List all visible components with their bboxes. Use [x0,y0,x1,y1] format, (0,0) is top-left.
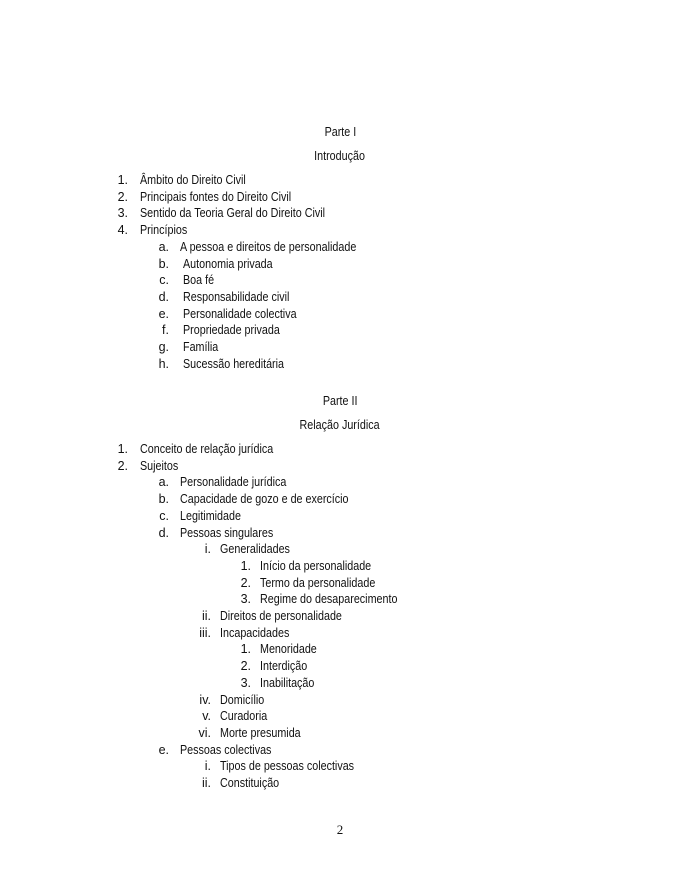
outline-text: Principais fontes do Direito Civil [140,189,292,204]
outline-text: Pessoas colectivas [180,742,272,757]
outline-text: Sujeitos [140,458,179,473]
outline-marker: 1. [240,642,251,657]
outline-marker: d. [158,289,169,304]
outline-text: Direitos de personalidade [220,609,342,623]
outline-text: Responsabilidade civil [183,289,290,304]
outline-text: Capacidade de gozo e de exercício [180,492,349,507]
outline-text: Menoridade [260,642,317,657]
outline-text: A pessoa e direitos de personalidade [180,239,357,254]
outline-marker: ii. [201,609,211,623]
outline-text: Início da personalidade [260,558,372,573]
outline-marker: g. [158,340,169,354]
part-label: Parte II [322,394,358,408]
outline-marker: ii. [201,776,211,790]
outline-text: Regime do desaparecimento [260,592,398,607]
outline-text: Autonomia privada [183,256,273,271]
outline-text: Família [183,340,219,354]
page-number: 2 [336,822,344,837]
outline-marker: a. [158,475,169,490]
outline-text: Domicílio [220,692,265,707]
outline-marker: iv. [199,692,211,707]
outline-text: Boa fé [183,273,215,288]
outline-marker: e. [158,306,169,321]
outline-text: Interdição [260,659,308,674]
part-title [0,418,680,432]
outline-marker: c. [159,508,169,523]
outline-marker: 2. [117,189,128,204]
outline-text: Âmbito do Direito Civil [140,173,246,187]
outline-text: Personalidade colectiva [183,306,297,321]
outline-marker: i. [204,759,211,774]
outline-marker: 2. [240,659,251,674]
outline-marker: e. [158,742,169,757]
outline-marker: iii. [199,625,211,640]
part-heading [0,125,680,139]
outline-marker: 4. [117,223,128,238]
outline-text: Incapacidades [220,625,290,640]
part-heading [0,394,680,408]
outline-marker: 3. [117,206,128,221]
outline-marker: 1. [117,173,128,187]
outline-text: Pessoas singulares [180,525,274,540]
outline-marker: 3. [240,675,251,690]
part-title-text: Introdução [314,149,366,163]
outline-marker: b. [158,256,169,271]
outline-text: Morte presumida [220,725,301,740]
outline-text: Inabilitação [260,675,315,690]
outline-text: Personalidade jurídica [180,475,287,490]
outline-marker: 1. [240,558,251,573]
outline-text: Tipos de pessoas colectivas [220,759,355,774]
outline-marker: 2. [117,458,128,473]
outline-text: Princípios [140,223,188,238]
outline-marker: d. [158,525,169,540]
outline-marker: a. [158,239,169,254]
outline-marker: i. [204,542,211,557]
outline-marker: 2. [240,575,251,590]
outline-marker: b. [158,492,169,507]
outline-text: Sentido da Teoria Geral do Direito Civil [140,206,326,221]
outline-text: Conceito de relação jurídica [140,442,274,456]
outline-text: Propriedade privada [183,323,280,338]
part-title [0,149,680,163]
outline-text: Generalidades [220,542,290,557]
outline-marker: 3. [240,592,251,607]
outline-text: Sucessão hereditária [183,356,284,371]
outline-text: Constituição [220,776,280,790]
outline-marker: f. [162,323,169,338]
outline-text: Legitimidade [180,508,241,523]
outline-marker: 1. [117,442,128,456]
outline-text: Termo da personalidade [260,575,376,590]
outline-marker: vi. [198,725,211,740]
outline-marker: v. [202,709,211,724]
outline-marker: c. [159,273,169,288]
part-title-text: Relação Jurídica [299,418,381,432]
outline-marker: h. [158,356,169,371]
part-label: Parte I [324,125,356,139]
outline-text: Curadoria [220,709,268,724]
